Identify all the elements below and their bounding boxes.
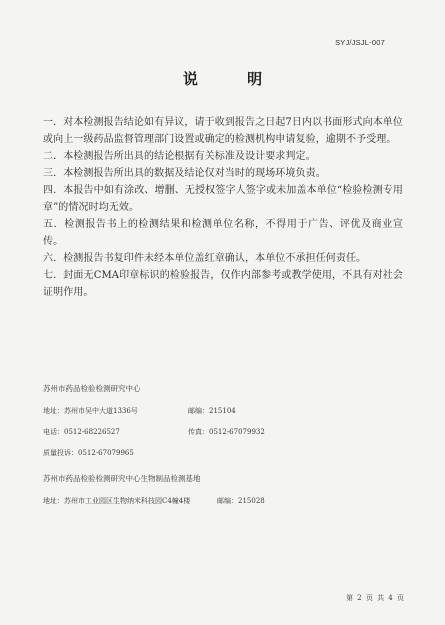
note-item: 二．本检测报告所出具的结论根据有关标准及设计要求判定。 — [43, 151, 316, 162]
org-contact-branch — [43, 474, 383, 506]
branch-postcode: 邮编：215028 — [217, 497, 265, 505]
org-phone: 电话：0512-68226527 — [43, 428, 120, 436]
note-item: 三．本检测报告所出具的数据及结论仅对当时的现场环境负责。 — [43, 168, 326, 179]
note-item: 一．对本检测报告结论如有异议，请于收到报告之日起7日内以书面形式向本单位或向上一级药品监督管理部门设置或确定的检测机构申请复验，逾期不予受理。 — [43, 117, 403, 145]
notes-list — [43, 114, 403, 301]
org-address: 地址：苏州市吴中大道1336号 — [43, 407, 138, 415]
note-item: 七．封面无CMA印章标识的检验报告，仅作内部参考或教学使用，不具有对社会证明作用。 — [43, 270, 403, 298]
org-name: 苏州市药品检验检测研究中心 — [43, 384, 141, 393]
page-title: 说 明 — [182, 70, 285, 88]
org-complaint-phone: 质量投诉：0512-67079965 — [43, 449, 134, 457]
note-item: 六．检测报告书复印件未经本单位盖红章确认，本单位不承担任何责任。 — [43, 253, 367, 264]
branch-address: 地址：苏州市工业园区生物纳米科技园C4幢4楼 — [43, 497, 191, 505]
org-fax: 传真：0512-67079932 — [188, 428, 265, 436]
page-number: 第 2 页 共 4 页 — [345, 594, 404, 602]
org-contact-main — [43, 384, 383, 458]
document-code: SYJ/JSJL-007 — [335, 38, 385, 47]
note-item: 五．检测报告书上的检测结果和检测单位名称，不得用于广告、评优及商业宣传。 — [43, 219, 403, 247]
note-item: 四．本报告中如有涂改、增删、无授权签字人签字或未加盖本单位“检验检测专用章”的情况时均无效。 — [43, 185, 403, 213]
branch-name: 苏州市药品检验检测研究中心生物制品检测基地 — [43, 474, 201, 483]
org-postcode: 邮编：215104 — [188, 407, 236, 415]
